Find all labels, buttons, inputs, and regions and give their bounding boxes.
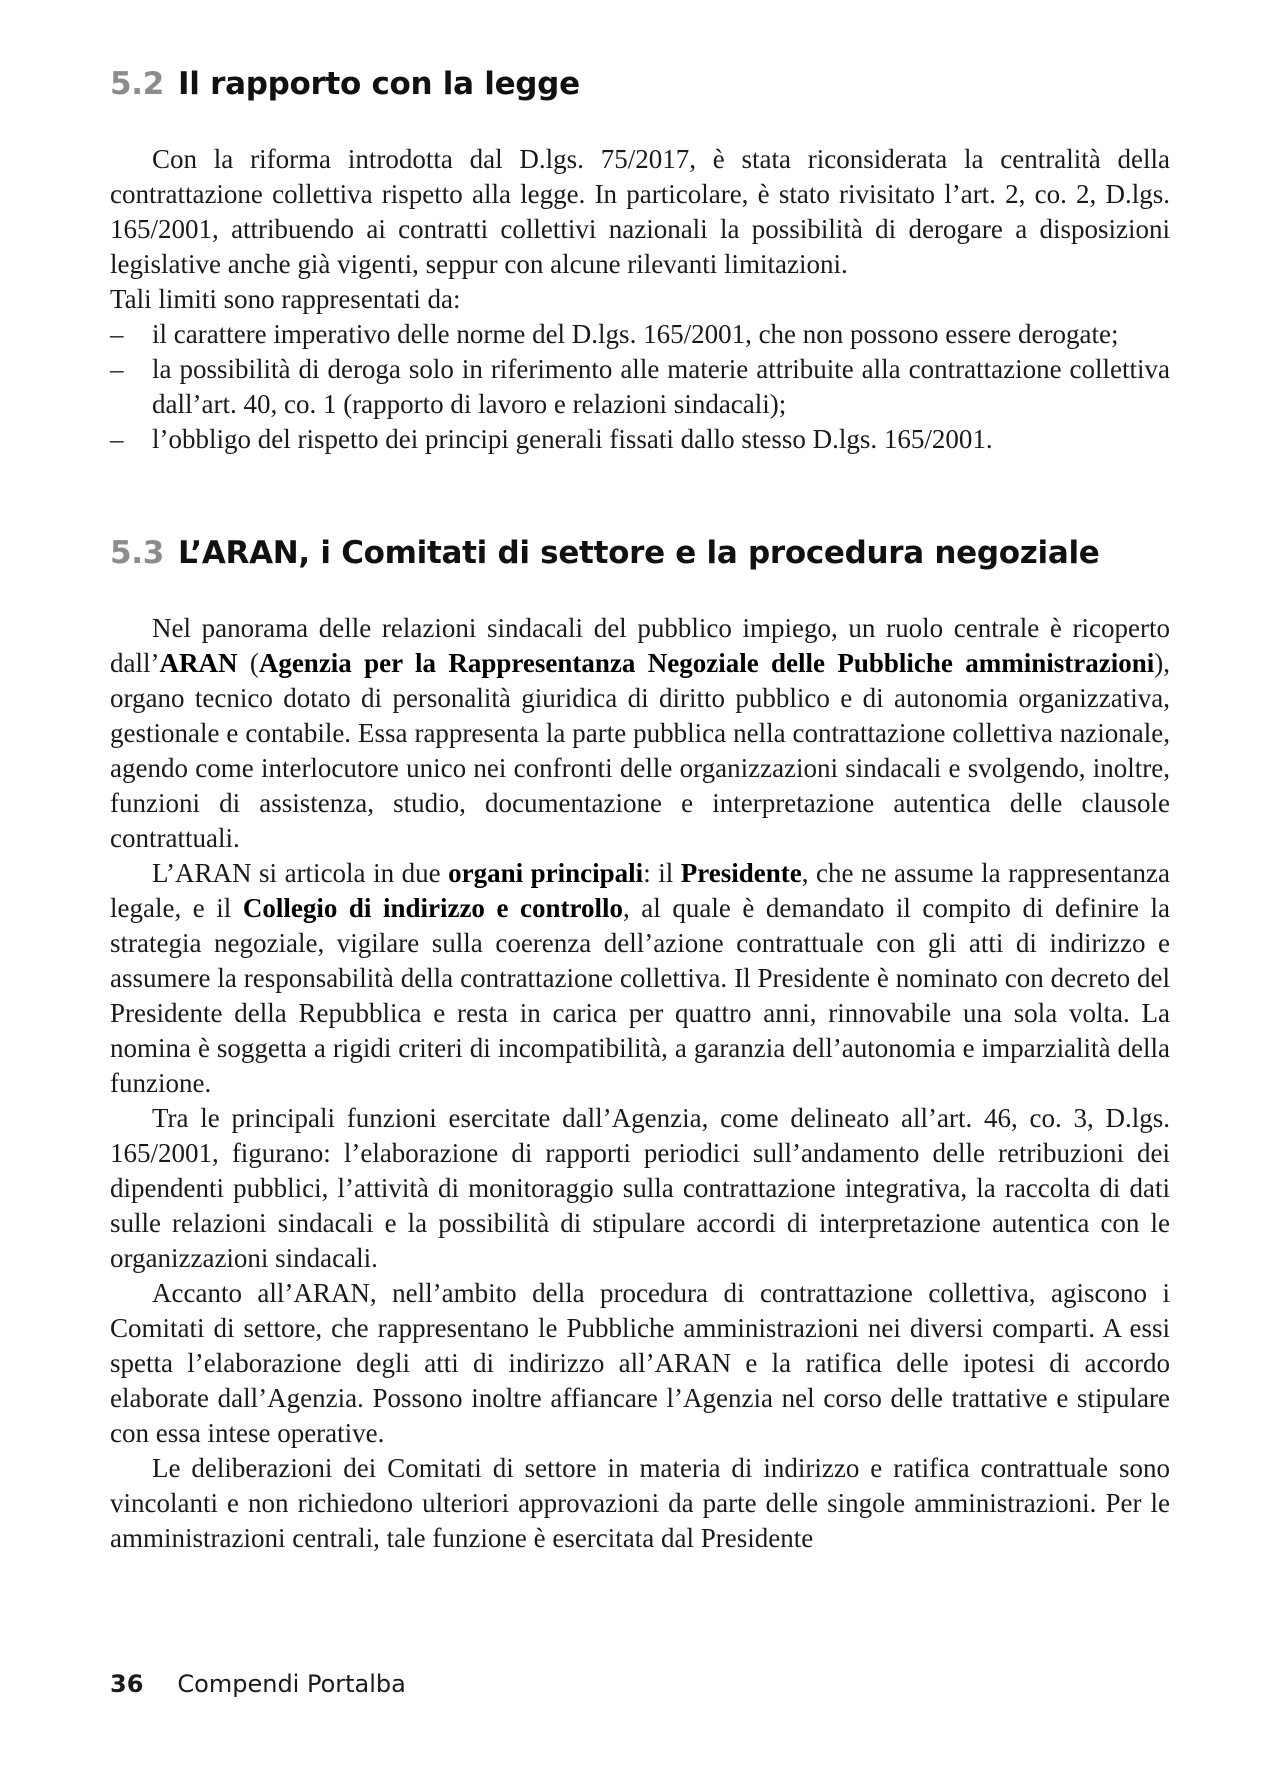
text-run: L’ARAN si articola in due (152, 858, 449, 888)
list-item-text: l’obbligo del rispetto dei principi generali fissati dallo stesso D.lgs. 165/2001. (152, 424, 993, 454)
text-run: , che ne assume la rappresentanza legale, e il (110, 858, 1170, 923)
dash-bullet: – (110, 319, 124, 349)
list-item (110, 422, 1170, 457)
section-number: 5.3 (110, 535, 165, 571)
bold-term: Collegio di indirizzo e controllo (242, 893, 623, 923)
list-item-text: la possibilità di deroga solo in riferimento alle materie attribuite alla contrattazione collettiva dall’art. 40, co. 1 (rapporto di lavoro e relazioni sindacali); (152, 354, 1170, 419)
paragraph-comitati: Accanto all’ARAN, nell’ambito della procedura di contrattazione collettiva, agiscono i Comitati di settore, che rappresentano le Pubbliche amministrazioni nei diversi comparti. A essi spetta l’elaborazione degli atti di indirizzo all’ARAN e la ratifica delle ipotesi di accordo elaborate dall’Agenzia. Possono inoltre affiancare l’Agenzia nel corso delle trattative e stipulare con essa intese operative. (110, 1278, 1170, 1448)
section-title: Il rapporto con la legge (178, 66, 580, 102)
section-heading-5-2 (110, 66, 1170, 102)
limits-list (110, 317, 1170, 457)
list-item-text: il carattere imperativo delle norme del D.lgs. 165/2001, che non possono essere derogate; (152, 319, 1119, 349)
paragraph-functions: Tra le principali funzioni esercitate dall’Agenzia, come delineato all’art. 46, co. 3, D.lgs. 165/2001, figurano: l’elaborazione di rapporti periodici sull’andamento delle retribuzioni dei dipendenti pubblici, l’attività di monitoraggio sulla contrattazione integrativa, la raccolta di dati sulle relazioni sindacali e la possibilità di stipulare accordi di interpretazione autentica con le organizzazioni sindacali. (110, 1103, 1170, 1273)
text-run: ( (237, 648, 259, 678)
bold-term: Presidente (680, 858, 802, 888)
bold-term: organi principali (448, 858, 644, 888)
text-run: : il (643, 858, 681, 888)
dash-bullet: – (110, 354, 124, 384)
text-run: , al quale è demandato il compito di definire la strategia negoziale, vigilare sulla coerenza dell’azione contrattuale con gli atti di indirizzo e assumere la responsabilità della contrattazione collettiva. Il Presidente è nominato con decreto del Presidente della Repubblica e resta in carica per quattro anni, rinnovabile una sola volta. La nomina è soggetta a rigidi criteri di incompatibilità, a garanzia dell’autonomia e imparzialità della funzione. (110, 893, 1170, 1098)
book-title: Compendi Portalba (177, 1670, 406, 1698)
section-number: 5.2 (110, 66, 165, 102)
bold-term: ARAN (159, 648, 238, 678)
limits-lead: Tali limiti sono rappresentati da: (110, 284, 461, 314)
list-item (110, 352, 1170, 422)
text-run: Nel panorama delle relazioni sindacali del pubblico impiego, un ruolo centrale è ricoperto dall’ (110, 613, 1170, 678)
section-body-5-2 (110, 142, 1170, 457)
page-footer (110, 1670, 406, 1698)
section-heading-5-3 (110, 535, 1170, 571)
page-content (110, 66, 1170, 1556)
list-item (110, 317, 1170, 352)
paragraph-aran (110, 611, 1170, 856)
section-body-5-3 (110, 611, 1170, 1556)
page-number: 36 (110, 1670, 144, 1698)
paragraph: Con la riforma introdotta dal D.lgs. 75/2017, è stata riconsiderata la centralità della contrattazione collettiva rispetto alla legge. In particolare, è stato rivisitato l’art. 2, co. 2, D.lgs. 165/2001, attribuendo ai contratti collettivi nazionali la possibilità di derogare a disposizioni legislative anche già vigenti, seppur con alcune rilevanti limitazioni. (110, 144, 1170, 279)
bold-term: Agenzia per la Rappresentanza Negoziale delle Pubbliche amministrazioni (258, 648, 1155, 678)
dash-bullet: – (110, 424, 124, 454)
text-run: ), organo tecnico dotato di personalità giuridica di diritto pubblico e di autonomia organizzativa, gestionale e contabile. Essa rappresenta la parte pubblica nella contrattazione collettiva nazionale, agendo come interlocutore unico nei confronti delle organizzazioni sindacali e svolgendo, inoltre, funzioni di assistenza, studio, documentazione e interpretazione autentica delle clausole contrattuali. (110, 648, 1170, 853)
section-title: L’ARAN, i Comitati di settore e la procedura negoziale (178, 535, 1100, 571)
paragraph-deliberazioni: Le deliberazioni dei Comitati di settore in materia di indirizzo e ratifica contrattuale sono vincolanti e non richiedono ulteriori approvazioni da parte delle singole amministrazioni. Per le amministrazioni centrali, tale funzione è esercitata dal Presidente (110, 1453, 1170, 1553)
paragraph-organs (110, 856, 1170, 1101)
